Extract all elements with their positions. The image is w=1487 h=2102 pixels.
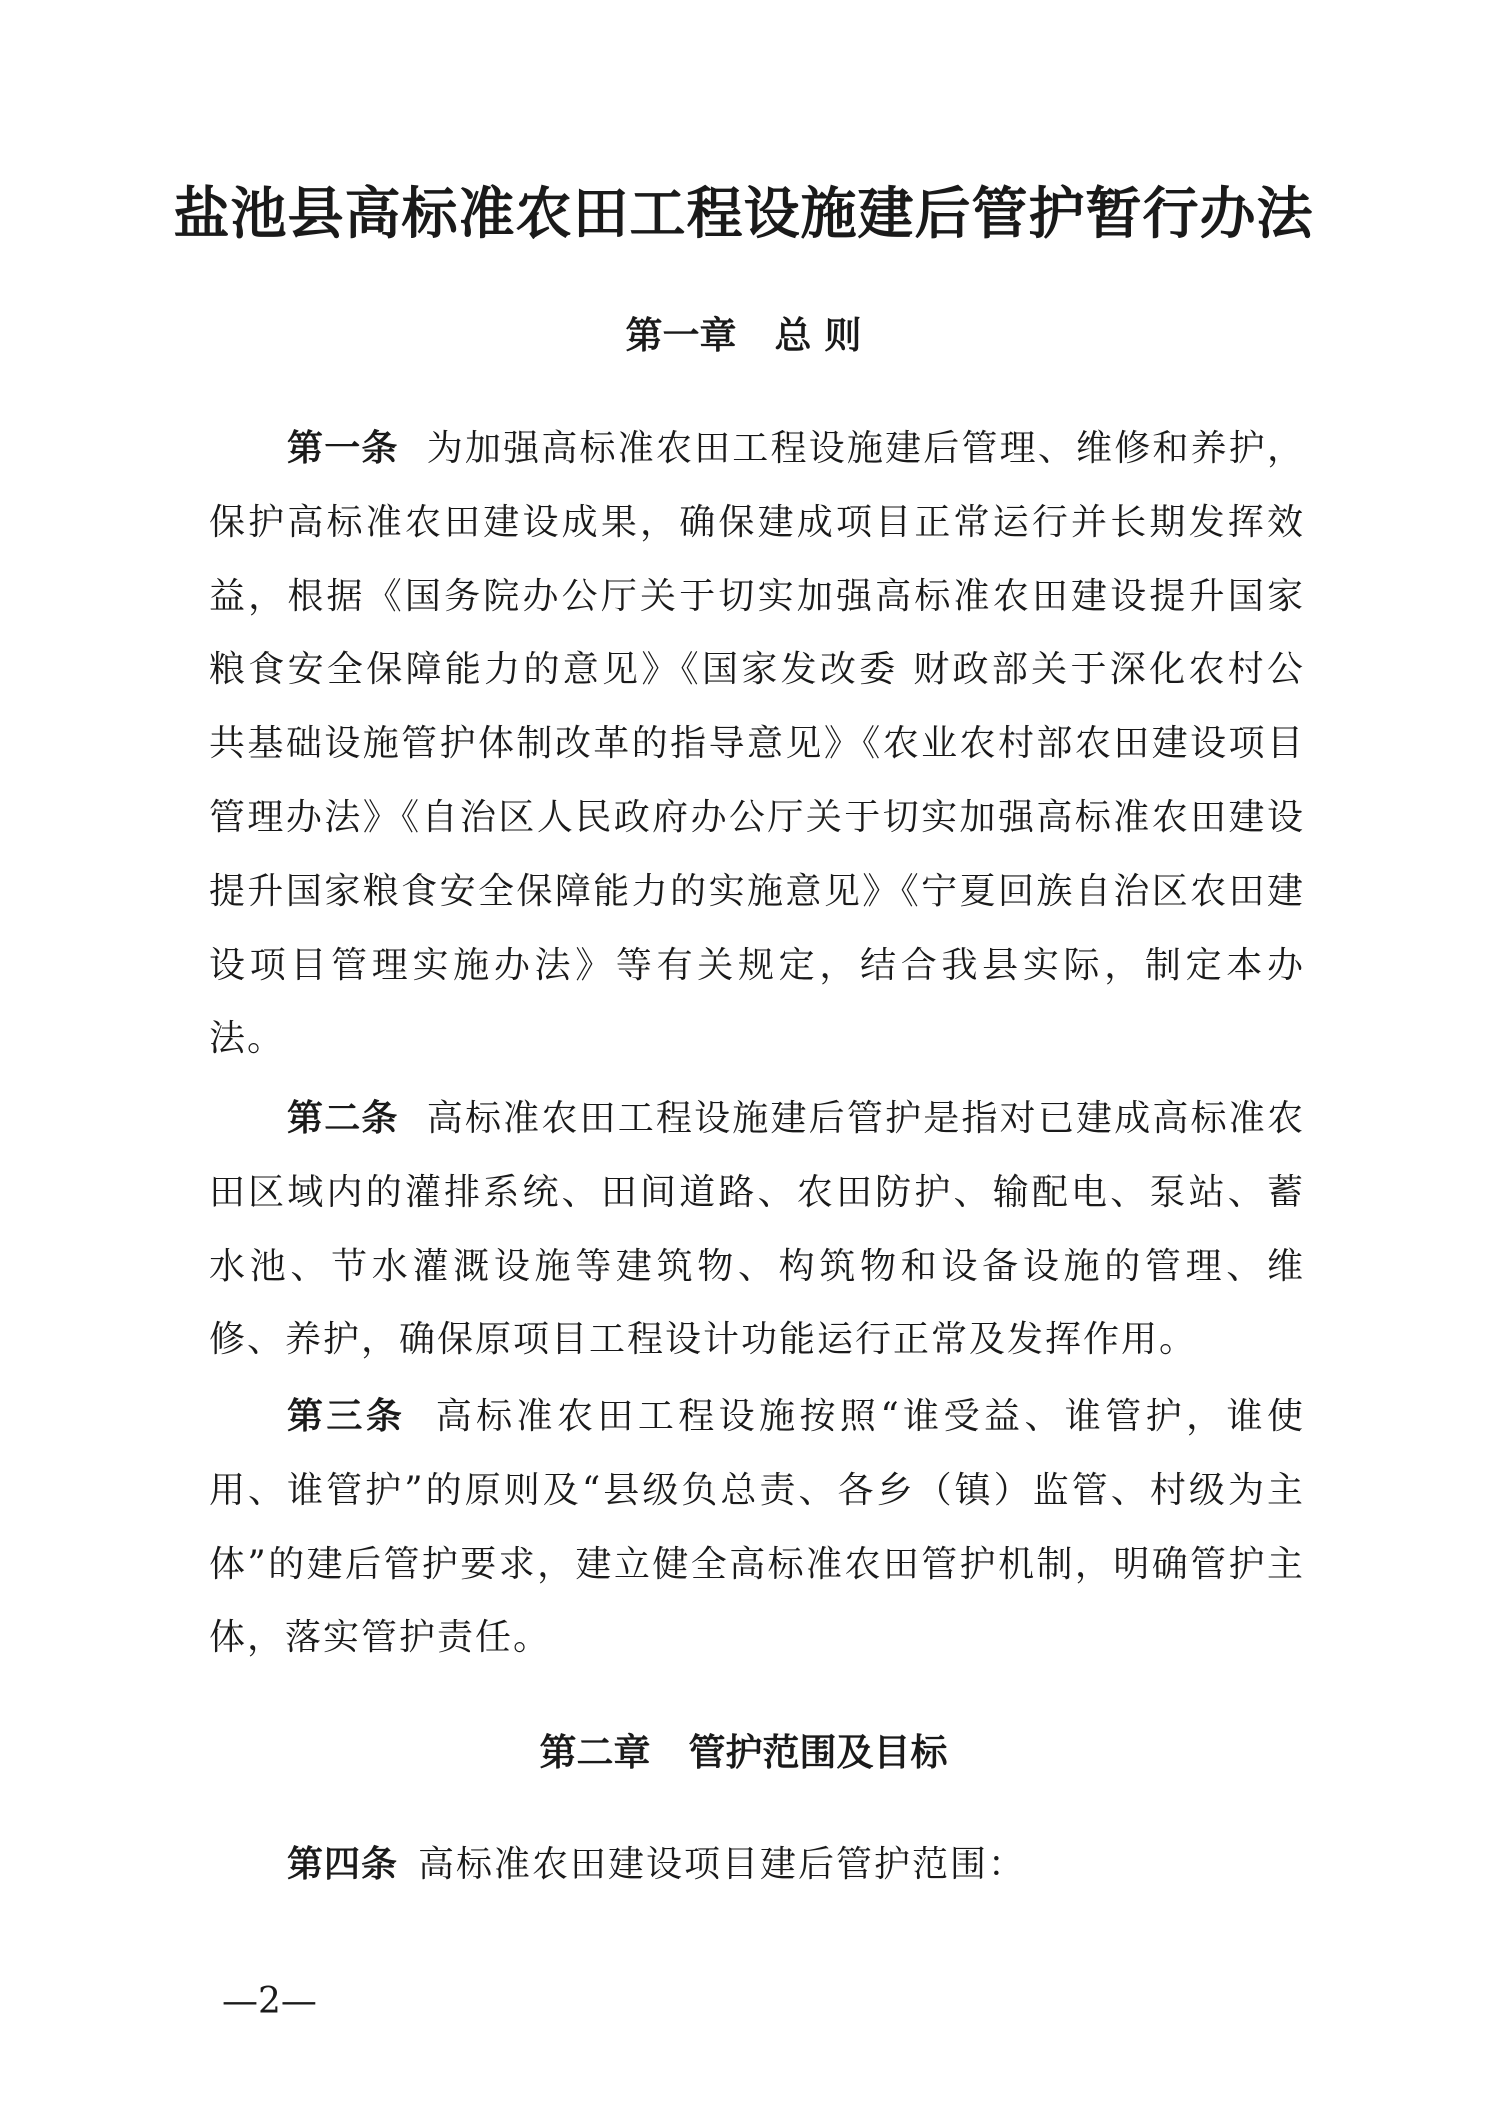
chapter-name: 管护范围及目标 [688,1731,948,1774]
document-title: 盐池县高标准农田工程设施建后管护暂行办法 [173,181,1314,247]
article-lead: 第四条 [287,1844,399,1885]
page-number: —2— [222,1981,317,2022]
article-text: 高标准农田工程设施按照“谁受益、谁管护，谁使用、谁管护”的原则及“县级负总责、各乡（镇）监管、村级为主体”的建后管护要求，建立健全高标准农田管护机制，明确管护主体，落实管护责任。 [209,1396,1305,1659]
chapter-heading-1 [0,310,1487,362]
article-text: 为加强高标准农田工程设施建后管理、维修和养护，保护高标准农田建设成果，确保建成项目正常运行并长期发挥效益，根据《国务院办公厅关于切实加强高标准农田建设提升国家粮食安全保障能力的意见》《国家发改委 财政部关于深化农村公共基础设施管护体制改革的指导意见》《农业农村部农田建设项目管理办法》《自治区人民政府办公厅关于切实加强高标准农田建设提升国家粮食安全保障能力的实施意见》《宁夏回族自治区农田建设项目管理实施办法》等有关规定，结合我县实际，制定本办法。 [209,428,1305,1060]
chapter-name: 总 则 [774,314,862,357]
article-4 [209,1828,1305,1902]
article-text: 高标准农田工程设施建后管护是指对已建成高标准农田区域内的灌排系统、田间道路、农田防护、输配电、泵站、蓄水池、节水灌溉设施等建筑物、构筑物和设备设施的管理、维修、养护，确保原项目工程设计功能运行正常及发挥作用。 [209,1098,1305,1361]
chapter-heading-2 [0,1727,1487,1779]
chapter-number: 第一章 [625,314,737,357]
article-lead: 第三条 [287,1396,406,1437]
article-3 [209,1380,1305,1675]
article-2 [209,1082,1305,1377]
article-lead: 第一条 [287,428,399,469]
article-1 [209,412,1305,1076]
chapter-number: 第二章 [539,1731,651,1774]
article-text: 高标准农田建设项目建后管护范围： [418,1844,1027,1885]
article-lead: 第二条 [287,1098,399,1139]
